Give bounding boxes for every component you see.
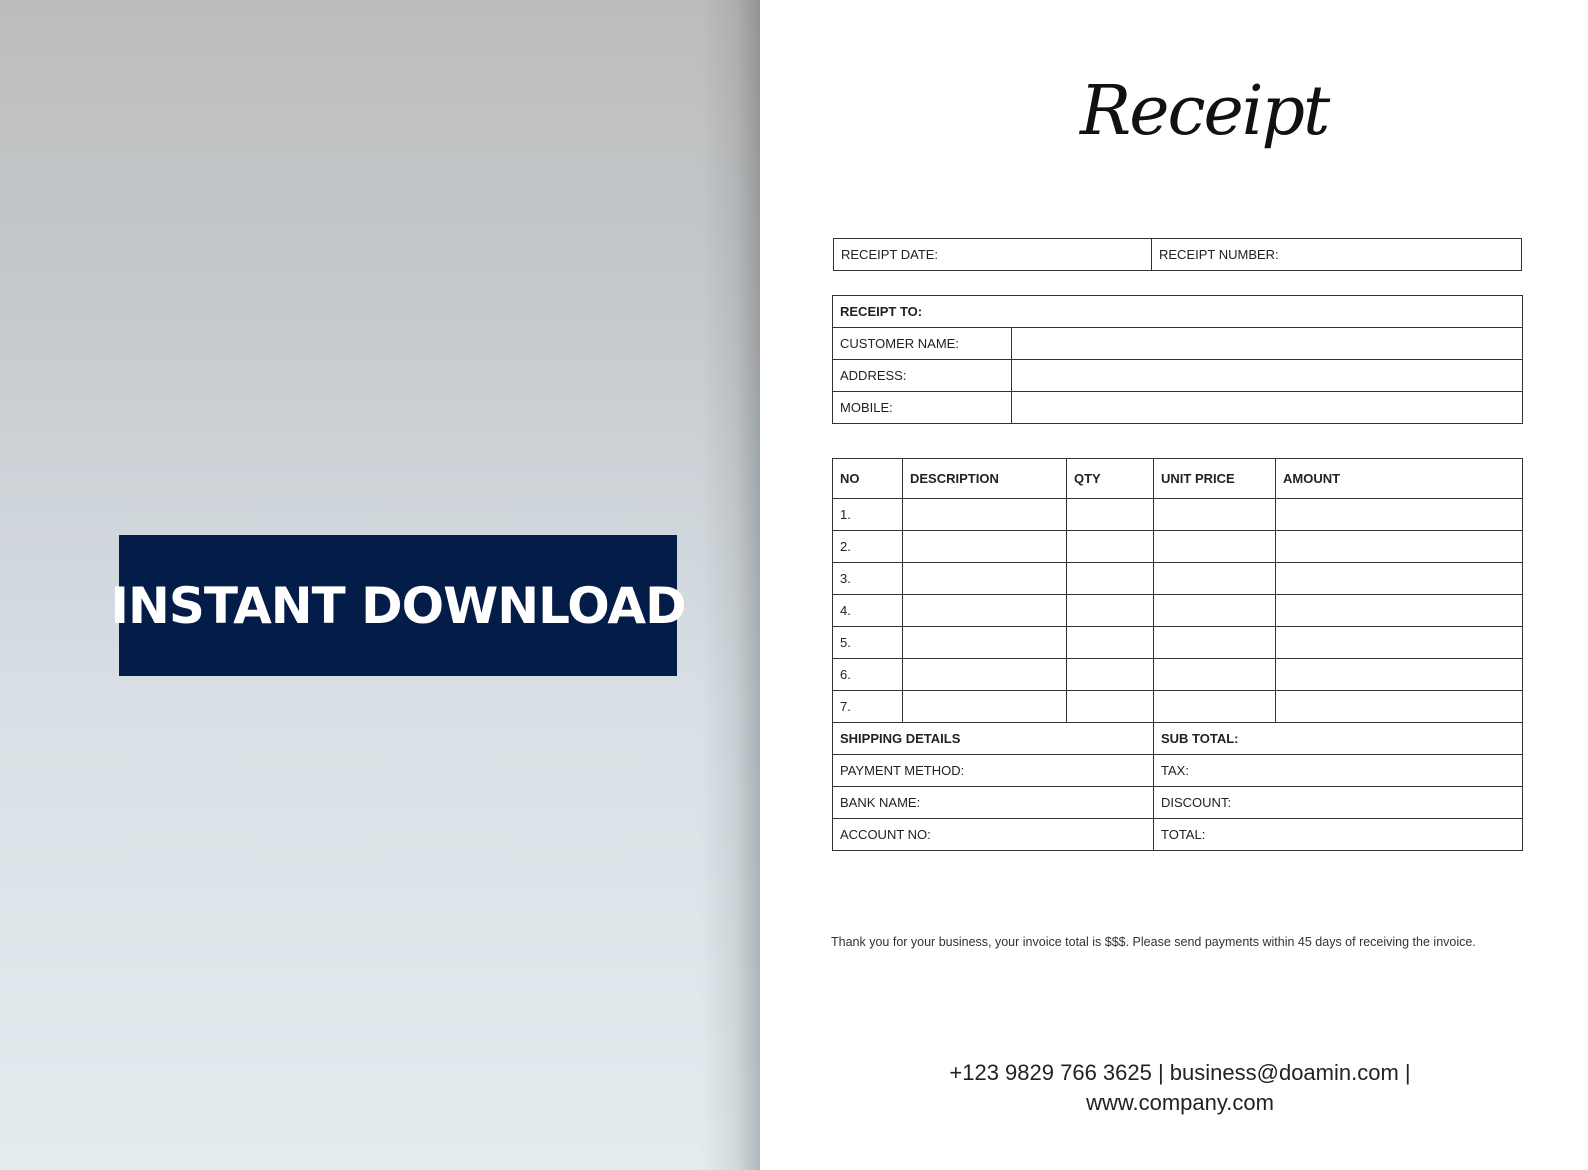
address-label: ADDRESS: (833, 360, 1012, 392)
payment-method-label: PAYMENT METHOD: (833, 755, 1154, 787)
shipping-details-heading: SHIPPING DETAILS (833, 723, 1154, 755)
total-label: TOTAL: (1154, 819, 1523, 851)
summary-row (833, 723, 1523, 755)
items-header-row (833, 459, 1523, 499)
thank-you-note: Thank you for your business, your invoice total is $$$. Please send payments within 45 days of receiving the invoice. (831, 935, 1476, 949)
table-row (833, 691, 1523, 723)
receipt-to-table (832, 295, 1523, 424)
summary-row (833, 755, 1523, 787)
row-number: 6. (833, 659, 903, 691)
receipt-to-heading: RECEIPT TO: (833, 296, 1523, 328)
receipt-header-table (833, 238, 1522, 271)
contact-info (890, 1058, 1470, 1118)
col-unit-price: UNIT PRICE (1154, 459, 1276, 499)
table-row (833, 499, 1523, 531)
table-row (833, 531, 1523, 563)
items-table (832, 458, 1523, 851)
col-qty: QTY (1067, 459, 1154, 499)
bank-name-label: BANK NAME: (833, 787, 1154, 819)
row-number: 2. (833, 531, 903, 563)
receipt-date-label: RECEIPT DATE: (834, 239, 1152, 271)
sub-total-label: SUB TOTAL: (1154, 723, 1523, 755)
col-no: NO (833, 459, 903, 499)
mobile-field (1012, 392, 1523, 424)
summary-row (833, 787, 1523, 819)
account-no-label: ACCOUNT NO: (833, 819, 1154, 851)
col-description: DESCRIPTION (903, 459, 1067, 499)
receipt-title: Receipt (1080, 72, 1329, 151)
row-number: 7. (833, 691, 903, 723)
summary-row (833, 819, 1523, 851)
paper-shadow (700, 0, 760, 1170)
row-number: 5. (833, 627, 903, 659)
table-row (833, 659, 1523, 691)
mobile-label: MOBILE: (833, 392, 1012, 424)
customer-name-field (1012, 328, 1523, 360)
contact-line-1: +123 9829 766 3625 | business@doamin.com | (949, 1060, 1411, 1085)
row-number: 1. (833, 499, 903, 531)
tax-label: TAX: (1154, 755, 1523, 787)
discount-label: DISCOUNT: (1154, 787, 1523, 819)
table-row (833, 563, 1523, 595)
table-row (833, 595, 1523, 627)
col-amount: AMOUNT (1276, 459, 1523, 499)
table-row (833, 627, 1523, 659)
banner-label: INSTANT DOWNLOAD (110, 576, 686, 635)
row-number: 3. (833, 563, 903, 595)
instant-download-banner (110, 535, 686, 676)
customer-name-label: CUSTOMER NAME: (833, 328, 1012, 360)
contact-line-2: www.company.com (1086, 1090, 1274, 1115)
address-field (1012, 360, 1523, 392)
receipt-number-label: RECEIPT NUMBER: (1152, 239, 1522, 271)
row-number: 4. (833, 595, 903, 627)
